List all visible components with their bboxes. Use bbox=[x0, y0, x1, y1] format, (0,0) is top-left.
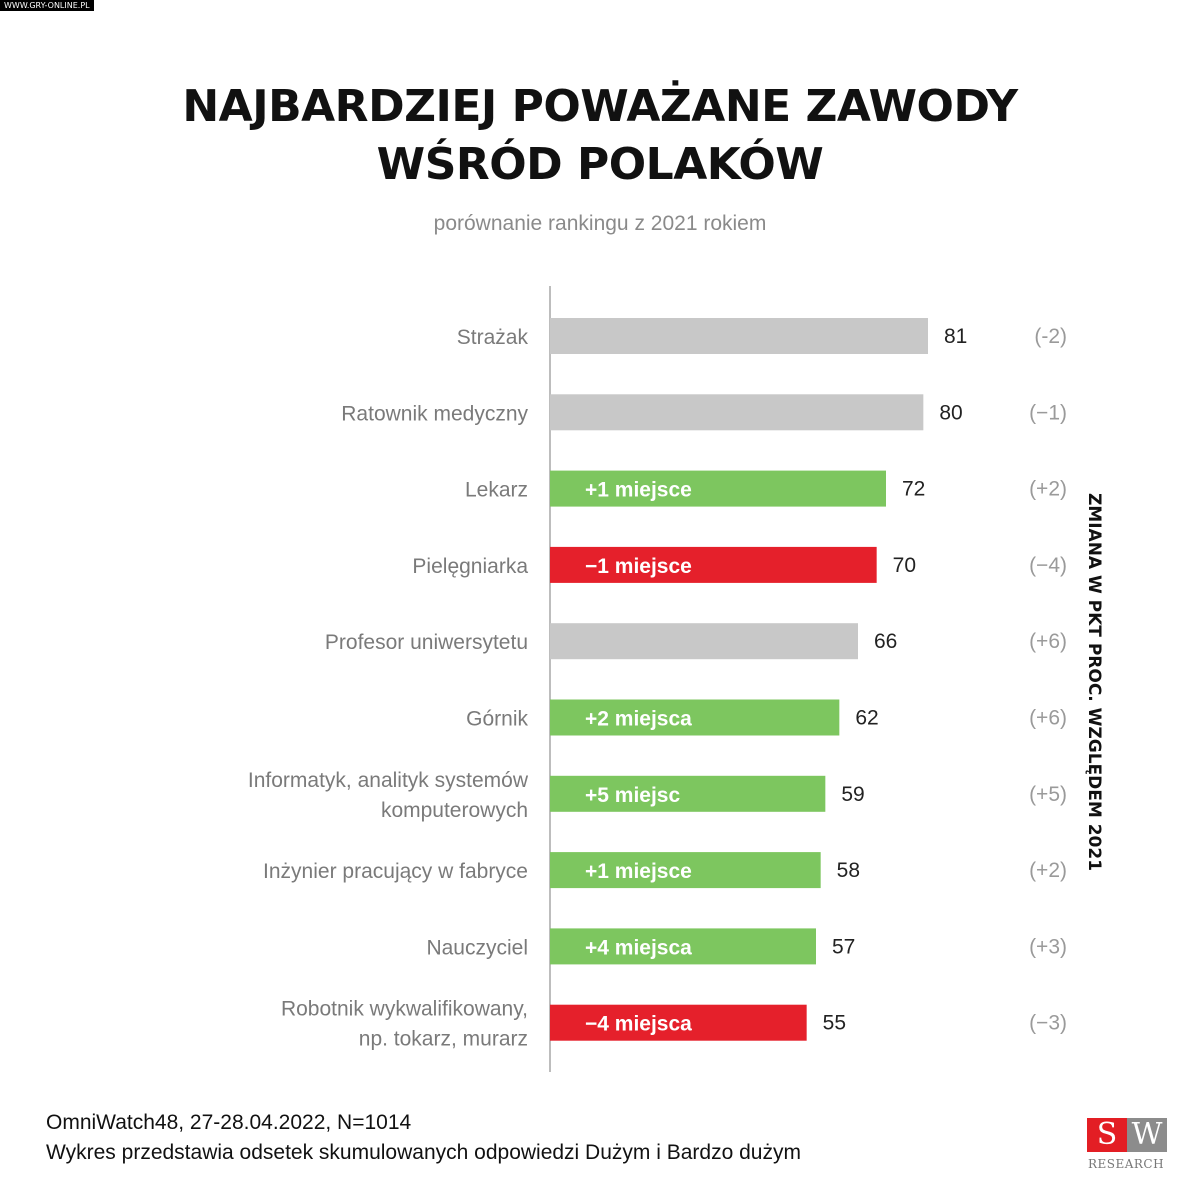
point-change-label: (+2) bbox=[1029, 859, 1067, 883]
rank-change-label: −1 miejsce bbox=[585, 554, 692, 578]
category-label: Profesor uniwersytetu bbox=[324, 631, 528, 655]
category-label: Nauczyciel bbox=[426, 936, 528, 960]
point-change-label: (−3) bbox=[1029, 1011, 1067, 1035]
value-label: 81 bbox=[944, 325, 968, 348]
footer bbox=[46, 1108, 801, 1168]
footer-note: Wykres przedstawia odsetek skumulowanych odpowiedzi Dużym i Bardzo dużym bbox=[46, 1141, 801, 1164]
rank-change-label: −4 miejsca bbox=[585, 1012, 692, 1036]
point-change-label: (+6) bbox=[1029, 630, 1067, 654]
point-change-label: (−1) bbox=[1029, 401, 1067, 425]
category-label: Lekarz bbox=[464, 478, 528, 502]
footer-source: OmniWatch48, 27-28.04.2022, N=1014 bbox=[46, 1111, 412, 1134]
rank-change-label: +4 miejsca bbox=[585, 936, 692, 960]
side-axis-label: ZMIANA W PKT PROC. WZGLĘDEM 2021 bbox=[1084, 492, 1104, 872]
category-label: Informatyk, analityk systemów bbox=[247, 768, 528, 792]
bar bbox=[550, 623, 858, 659]
point-change-label: (+3) bbox=[1029, 935, 1067, 959]
chart-subtitle: porównanie rankingu z 2021 rokiem bbox=[433, 212, 767, 235]
point-change-label: (−4) bbox=[1029, 553, 1067, 577]
category-label: Robotnik wykwalifikowany, bbox=[280, 997, 528, 1021]
value-label: 57 bbox=[832, 935, 856, 959]
category-label: Pielęgniarka bbox=[412, 554, 528, 578]
point-change-label: (+6) bbox=[1029, 706, 1067, 730]
value-label: 58 bbox=[836, 859, 861, 883]
point-change-label: (-2) bbox=[1034, 325, 1067, 348]
category-label: Inżynier pracujący w fabryce bbox=[263, 860, 528, 884]
logo-text: RESEARCH bbox=[1087, 1157, 1165, 1171]
value-label: 72 bbox=[902, 477, 926, 501]
category-label: Górnik bbox=[466, 707, 528, 731]
value-label: 59 bbox=[841, 782, 865, 806]
category-label: Strażak bbox=[456, 326, 528, 349]
watermark: WWW.GRY-ONLINE.PL bbox=[0, 0, 94, 11]
point-change-label: (+5) bbox=[1029, 782, 1067, 806]
rank-change-label: +2 miejsca bbox=[585, 707, 692, 731]
point-change-label: (+2) bbox=[1029, 477, 1067, 501]
category-label: komputerowych bbox=[380, 798, 528, 822]
value-label: 80 bbox=[939, 401, 963, 425]
sw-research-logo bbox=[1083, 1118, 1169, 1176]
bar bbox=[550, 318, 928, 354]
value-label: 62 bbox=[855, 706, 879, 730]
logo-letter-w: W bbox=[1127, 1118, 1167, 1152]
logo-letter-s: S bbox=[1087, 1118, 1127, 1152]
title-line-2: WŚRÓD POLAKÓW bbox=[376, 139, 824, 190]
rank-change-label: +1 miejsce bbox=[585, 860, 692, 884]
rank-change-label: +1 miejsce bbox=[585, 478, 692, 502]
bar bbox=[550, 394, 923, 430]
rank-change-label: +5 miejsc bbox=[585, 783, 681, 807]
category-label: Ratownik medyczny bbox=[341, 402, 528, 426]
value-label: 70 bbox=[892, 553, 917, 577]
category-label: np. tokarz, murarz bbox=[358, 1027, 528, 1051]
title-line-1: NAJBARDZIEJ POWAŻANE ZAWODY bbox=[182, 81, 1018, 132]
value-label: 55 bbox=[822, 1011, 847, 1035]
value-label: 66 bbox=[874, 630, 898, 654]
